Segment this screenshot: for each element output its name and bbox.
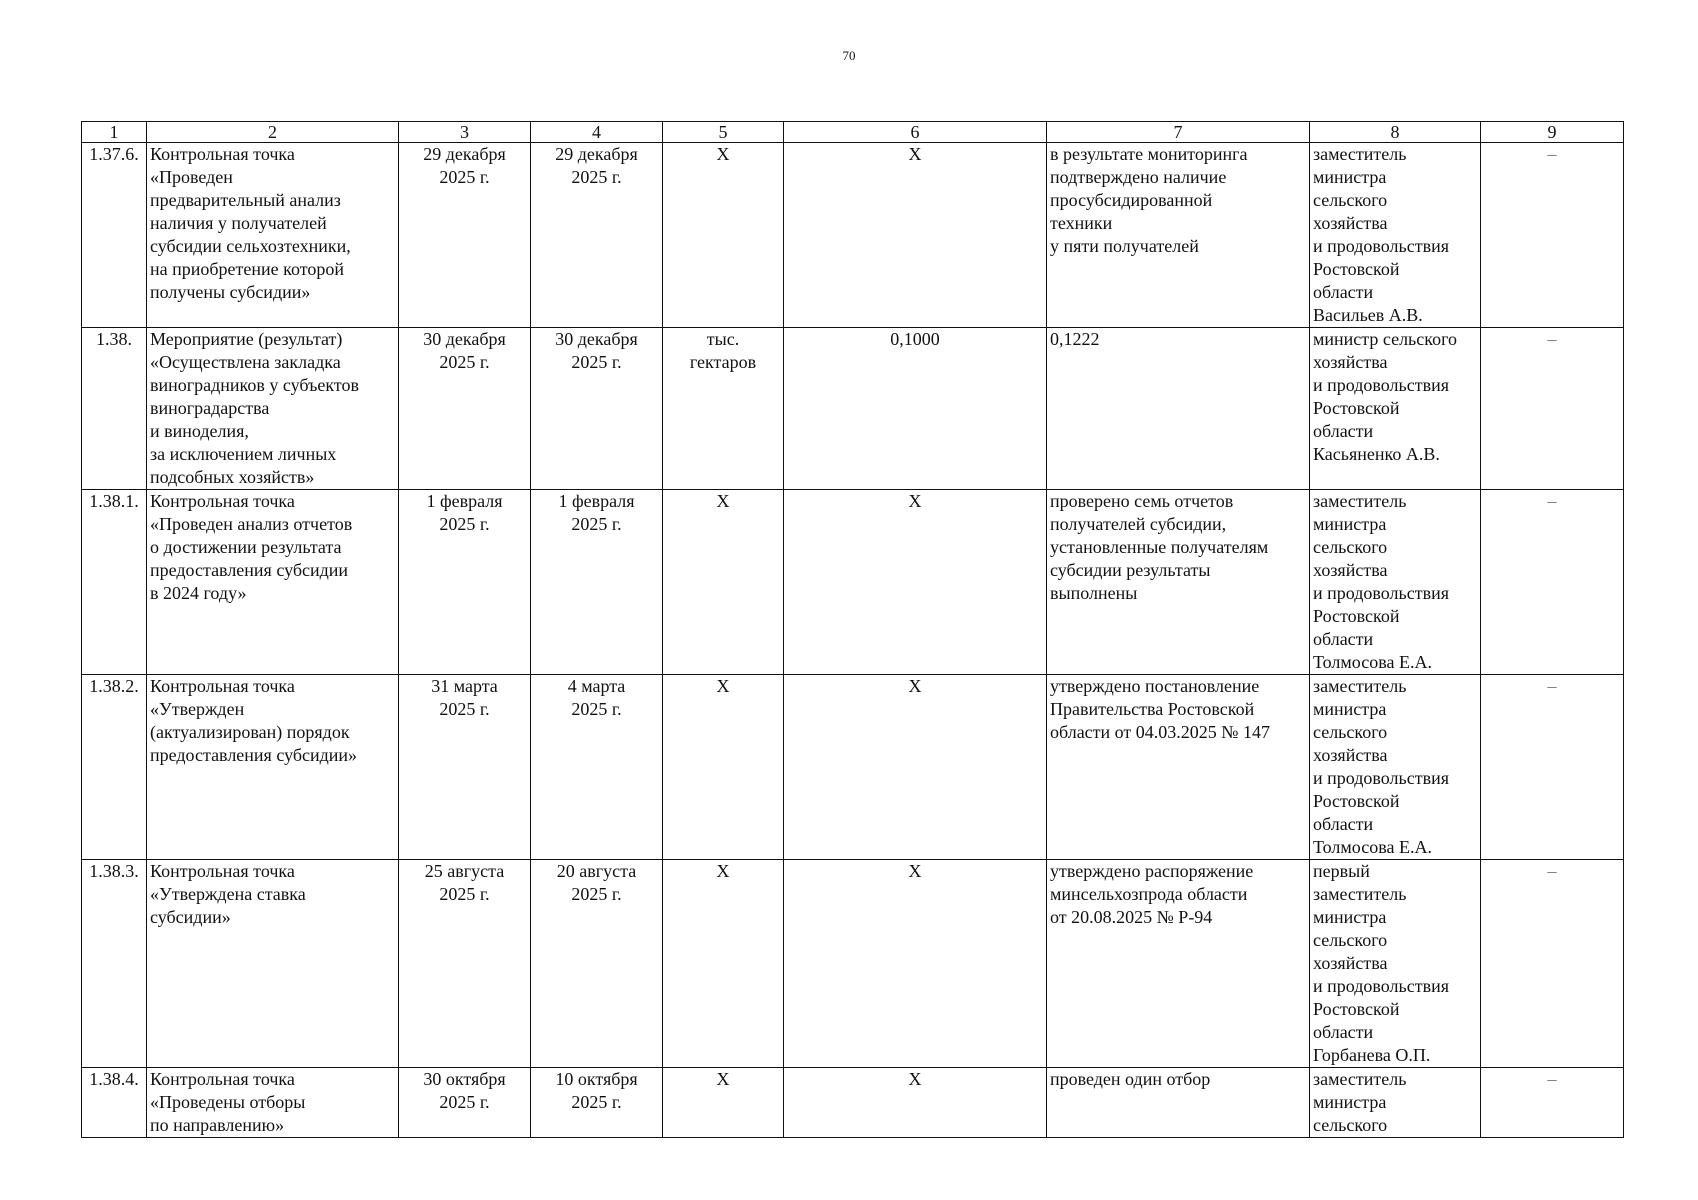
header-cell-7: 7 bbox=[1047, 122, 1310, 143]
unit-cell: X bbox=[663, 1068, 784, 1138]
table-row bbox=[82, 328, 1624, 490]
plan-date-cell: 29 декабря 2025 г. bbox=[399, 143, 531, 328]
header-cell-8: 8 bbox=[1310, 122, 1481, 143]
header-cell-1: 1 bbox=[82, 122, 147, 143]
event-name-cell: Контрольная точка «Утверждена ставка субсидии» bbox=[147, 860, 399, 1068]
result-cell: в результате мониторинга подтверждено наличие просубсидированной техники у пяти получателей bbox=[1047, 143, 1310, 328]
unit-cell: X bbox=[663, 490, 784, 675]
header-cell-2: 2 bbox=[147, 122, 399, 143]
table-row bbox=[82, 1068, 1624, 1138]
header-cell-3: 3 bbox=[399, 122, 531, 143]
note-cell: – bbox=[1481, 675, 1624, 860]
header-row bbox=[82, 122, 1624, 143]
event-name-cell: Контрольная точка «Проведен анализ отчетов о достижении результата предоставления субсидии в 2024 году» bbox=[147, 490, 399, 675]
fact-date-cell: 10 октября 2025 г. bbox=[531, 1068, 663, 1138]
plan-value-cell: X bbox=[784, 860, 1047, 1068]
responsible-cell: заместитель министра сельского bbox=[1310, 1068, 1481, 1138]
unit-cell: тыс. гектаров bbox=[663, 328, 784, 490]
unit-cell: X bbox=[663, 860, 784, 1068]
event-name-cell: Контрольная точка «Утвержден (актуализирован) порядок предоставления субсидии» bbox=[147, 675, 399, 860]
plan-value-cell: X bbox=[784, 675, 1047, 860]
table-row bbox=[82, 143, 1624, 328]
note-cell: – bbox=[1481, 328, 1624, 490]
table-row bbox=[82, 490, 1624, 675]
unit-cell: X bbox=[663, 675, 784, 860]
event-name-cell: Контрольная точка «Проведены отборы по направлению» bbox=[147, 1068, 399, 1138]
responsible-cell: заместитель министра сельского хозяйства и продовольствия Ростовской области Толмосова Е.А. bbox=[1310, 675, 1481, 860]
plan-date-cell: 25 августа 2025 г. bbox=[399, 860, 531, 1068]
note-cell: – bbox=[1481, 143, 1624, 328]
responsible-cell: министр сельского хозяйства и продовольствия Ростовской области Касьяненко А.В. bbox=[1310, 328, 1481, 490]
fact-date-cell: 30 декабря 2025 г. bbox=[531, 328, 663, 490]
fact-date-cell: 4 марта 2025 г. bbox=[531, 675, 663, 860]
responsible-cell: заместитель министра сельского хозяйства и продовольствия Ростовской области Васильев А.В. bbox=[1310, 143, 1481, 328]
header-cell-4: 4 bbox=[531, 122, 663, 143]
table-row bbox=[82, 675, 1624, 860]
result-cell: 0,1222 bbox=[1047, 328, 1310, 490]
row-number-cell: 1.38.4. bbox=[82, 1068, 147, 1138]
fact-date-cell: 1 февраля 2025 г. bbox=[531, 490, 663, 675]
page-number: 70 bbox=[842, 48, 856, 63]
row-number-cell: 1.38.1. bbox=[82, 490, 147, 675]
plan-date-cell: 1 февраля 2025 г. bbox=[399, 490, 531, 675]
table-row bbox=[82, 860, 1624, 1068]
row-number-cell: 1.37.6. bbox=[82, 143, 147, 328]
plan-date-cell: 31 марта 2025 г. bbox=[399, 675, 531, 860]
responsible-cell: заместитель министра сельского хозяйства и продовольствия Ростовской области Толмосова Е.А. bbox=[1310, 490, 1481, 675]
plan-date-cell: 30 октября 2025 г. bbox=[399, 1068, 531, 1138]
result-cell: проверено семь отчетов получателей субсидии, установленные получателям субсидии результаты выполнены bbox=[1047, 490, 1310, 675]
header-cell-5: 5 bbox=[663, 122, 784, 143]
row-number-cell: 1.38.2. bbox=[82, 675, 147, 860]
result-cell: утверждено постановление Правительства Ростовской области от 04.03.2025 № 147 bbox=[1047, 675, 1310, 860]
note-cell: – bbox=[1481, 860, 1624, 1068]
event-name-cell: Мероприятие (результат) «Осуществлена закладка виноградников у субъектов виноградарства и виноделия, за исключением личных подсобных хозяйств» bbox=[147, 328, 399, 490]
plan-date-cell: 30 декабря 2025 г. bbox=[399, 328, 531, 490]
result-cell: проведен один отбор bbox=[1047, 1068, 1310, 1138]
note-cell: – bbox=[1481, 1068, 1624, 1138]
event-name-cell: Контрольная точка «Проведен предварительный анализ наличия у получателей субсидии сельхозтехники, на приобретение которой получены субсидии» bbox=[147, 143, 399, 328]
plan-value-cell: X bbox=[784, 490, 1047, 675]
fact-date-cell: 20 августа 2025 г. bbox=[531, 860, 663, 1068]
note-cell: – bbox=[1481, 490, 1624, 675]
row-number-cell: 1.38. bbox=[82, 328, 147, 490]
result-cell: утверждено распоряжение минсельхозпрода области от 20.08.2025 № Р-94 bbox=[1047, 860, 1310, 1068]
header-cell-6: 6 bbox=[784, 122, 1047, 143]
report-table bbox=[81, 121, 1624, 1138]
row-number-cell: 1.38.3. bbox=[82, 860, 147, 1068]
unit-cell: X bbox=[663, 143, 784, 328]
header-cell-9: 9 bbox=[1481, 122, 1624, 143]
plan-value-cell: X bbox=[784, 1068, 1047, 1138]
plan-value-cell: X bbox=[784, 143, 1047, 328]
responsible-cell: первый заместитель министра сельского хозяйства и продовольствия Ростовской области Горбанева О.П. bbox=[1310, 860, 1481, 1068]
fact-date-cell: 29 декабря 2025 г. bbox=[531, 143, 663, 328]
plan-value-cell: 0,1000 bbox=[784, 328, 1047, 490]
